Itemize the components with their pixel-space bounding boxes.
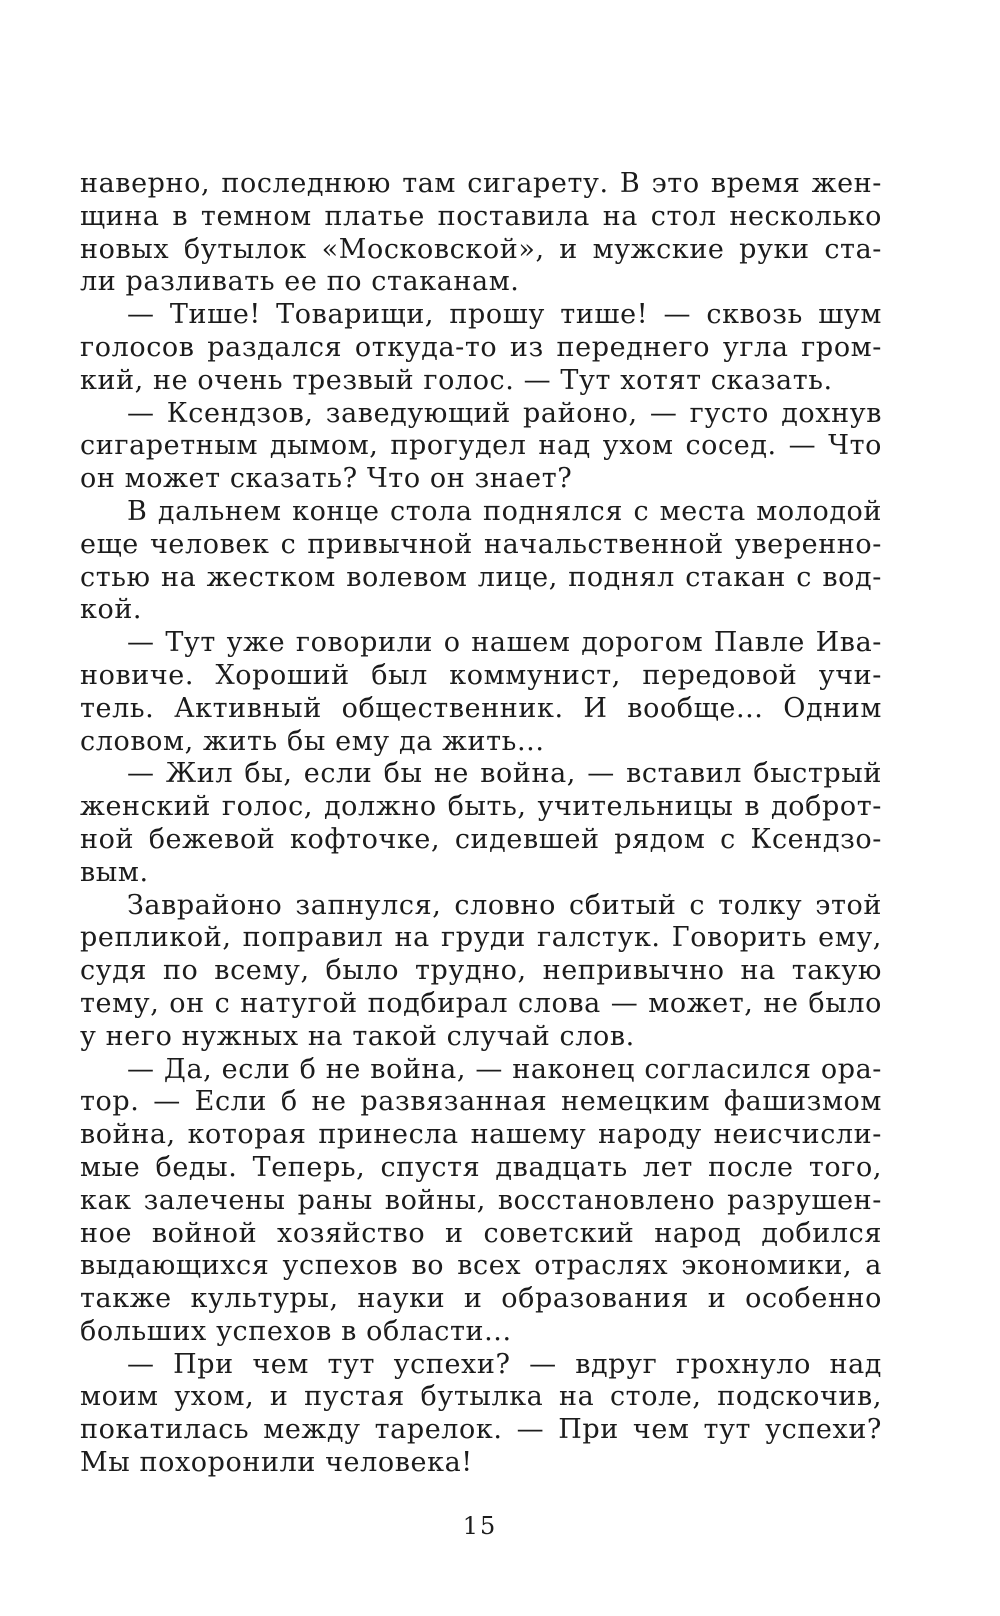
text-line: — Жил бы, если бы не война, — вставил быстрый bbox=[127, 758, 882, 790]
text-line: ное войной хозяйство и советский народ добился bbox=[80, 1217, 882, 1249]
text-line: вым. bbox=[80, 856, 149, 888]
text-line: Мы похоронили человека! bbox=[80, 1447, 473, 1479]
text-line: также культуры, науки и образования и особенно bbox=[80, 1283, 882, 1315]
text-line: репликой, поправил на груди галстук. Говорить ему, bbox=[80, 922, 882, 954]
text-line: — При чем тут успехи? — вдруг грохнуло над bbox=[127, 1348, 882, 1380]
paragraph bbox=[80, 758, 882, 889]
paragraph bbox=[80, 627, 882, 758]
text-line: — Да, если б не война, — наконец согласился ора- bbox=[127, 1053, 882, 1085]
text-line: — Тише! Товарищи, прошу тише! — сквозь шум bbox=[127, 299, 882, 331]
text-line: покатилась между тарелок. — При чем тут успехи? bbox=[80, 1414, 882, 1446]
paragraph bbox=[80, 299, 882, 397]
text-line: женский голос, должно быть, учительницы в доброт- bbox=[80, 791, 882, 823]
text-line: стью на жестком волевом лице, поднял стакан с вод- bbox=[80, 561, 882, 593]
text-line: щина в темном платье поставила на стол несколько bbox=[80, 200, 882, 232]
text-line: судя по всему, было трудно, непривычно на такую bbox=[80, 955, 882, 987]
text-line: тель. Активный общественник. И вообще... Одним bbox=[80, 692, 882, 724]
text-line: ной бежевой кофточке, сидевшей рядом с Ксендзо- bbox=[80, 823, 882, 855]
text-line: война, которая принесла нашему народу неисчисли- bbox=[80, 1119, 882, 1151]
text-line: больших успехов в области... bbox=[80, 1315, 512, 1347]
text-line: моим ухом, и пустая бутылка на столе, подскочив, bbox=[80, 1381, 882, 1413]
text-line: тор. — Если б не развязанная немецким фашизмом bbox=[80, 1086, 882, 1118]
text-line: как залечены раны войны, восстановлено разрушен- bbox=[80, 1184, 882, 1216]
text-line: новиче. Хороший был коммунист, передовой учи- bbox=[80, 659, 882, 691]
text-line: он может сказать? Что он знает? bbox=[80, 463, 573, 495]
text-line: новых бутылок «Московской», и мужские руки ста- bbox=[80, 233, 882, 265]
text-line: — Тут уже говорили о нашем дорогом Павле Ива- bbox=[127, 627, 882, 659]
text-line: еще человек с привычной начальственной уверенно- bbox=[80, 528, 882, 560]
text-line: словом, жить бы ему да жить... bbox=[80, 725, 545, 757]
text-line: наверно, последнюю там сигарету. В это время жен- bbox=[80, 168, 882, 199]
text-line: у него нужных на такой случай слов. bbox=[80, 1020, 635, 1052]
paragraph bbox=[80, 1349, 882, 1480]
text-line: выдающихся успехов во всех отраслях экономики, а bbox=[80, 1250, 882, 1282]
paragraph bbox=[80, 168, 882, 299]
text-line: голосов раздался откуда-то из переднего угла гром- bbox=[80, 331, 882, 363]
page-body bbox=[80, 168, 882, 1480]
text-line: кой. bbox=[80, 594, 143, 626]
text-line: В дальнем конце стола поднялся с места молодой bbox=[127, 495, 882, 527]
paragraph bbox=[80, 890, 882, 1054]
paragraph bbox=[80, 1054, 882, 1349]
text-line: сигаретным дымом, прогудел над ухом сосед. — Что bbox=[80, 430, 882, 462]
text-line: мые беды. Теперь, спустя двадцать лет после того, bbox=[80, 1151, 882, 1183]
text-line: кий, не очень трезвый голос. — Тут хотят сказать. bbox=[80, 364, 833, 396]
text-line: тему, он с натугой подбирал слова — может, не было bbox=[80, 987, 882, 1019]
page-number: 15 bbox=[462, 1512, 498, 1540]
paragraph bbox=[80, 496, 882, 627]
text-line: Заврайоно запнулся, словно сбитый с толку этой bbox=[127, 889, 882, 921]
paragraph bbox=[80, 398, 882, 496]
text-line: ли разливать ее по стаканам. bbox=[80, 266, 520, 298]
text-line: — Ксендзов, заведующий районо, — густо дохнув bbox=[127, 397, 882, 429]
